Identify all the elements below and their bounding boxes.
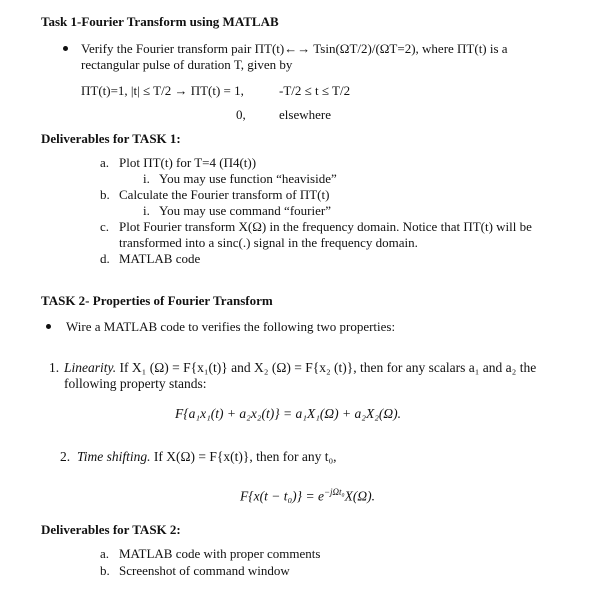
property-2 [77,449,337,465]
task1-item-c: Plot Fourier transform X(Ω) in the frequency domain. Notice that ΠT(t) will be [119,219,532,234]
task1-item-d-marker: d. [100,251,110,266]
bullet-icon [46,324,51,329]
task1-item-d: MATLAB code [119,251,201,266]
task1-item-b-marker: b. [100,187,110,202]
property-1-label: Linearity. [64,360,117,375]
bullet-icon [63,46,68,51]
time-shift-formula-right: X(Ω). [344,488,376,504]
task1-def-zero: 0, [236,107,246,122]
task1-item-b-i: You may use command “fourier” [159,203,331,218]
task2-deliverables-title: Deliverables for TASK 2: [41,522,181,537]
task1-def-left: ΠT(t)=1, |t| ≤ T/2 → ΠT(t) = 1, [81,83,244,98]
task1-item-a-marker: a. [100,155,110,170]
task1-deliverables-title: Deliverables for TASK 1: [41,131,181,146]
task1-bullet-line2: rectangular pulse of duration T, given by [81,57,293,72]
task2-item-a-marker: a. [100,546,110,561]
task1-def-cond1: -T/2 ≤ t ≤ T/2 [279,83,351,98]
task2-item-b-marker: b. [100,563,110,578]
task2-bullet: Wire a MATLAB code to verifies the following two properties: [66,319,396,334]
task1-item-a: Plot ΠT(t) for T=4 (Π4(t)) [119,155,257,170]
task1-bullet-line1: Verify the Fourier transform pair ΠT(t)←→ Tsin(ΩT/2)/(ΩT=2), where ΠT(t) is a [81,41,508,56]
linearity-formula: F{a₁x₁(t) + a₂x₂(t)} = a₁X₁(Ω) + a₂X₂(Ω). [175,406,402,421]
task1-item-b: Calculate the Fourier transform of ΠT(t) [119,187,330,202]
time-shift-formula [240,484,375,505]
property-1 [64,360,536,376]
task2-item-a: MATLAB code with proper comments [119,546,321,561]
task2-title: TASK 2- Properties of Fourier Transform [41,293,273,308]
task1-title: Task 1-Fourier Transform using MATLAB [41,14,279,29]
property-2-number: 2. [60,449,71,464]
property-1-text-cont: following property stands: [64,376,207,391]
property-1-number: 1. [49,360,60,375]
task1-item-c-marker: c. [100,219,110,234]
time-shift-formula-exponent: −jΩt₀ [323,487,345,497]
task1-item-b-i-marker: i. [143,203,150,218]
task2-item-b: Screenshot of command window [119,563,290,578]
property-1-text: If X₁ (Ω) = F{x₁(t)} and X₂ (Ω) = F{x₂ (t)}, then for any scalars a₁ and a₂ the [119,360,537,375]
task1-item-a-i-marker: i. [143,171,150,186]
task1-item-a-i: You may use function “heaviside” [159,171,337,186]
property-2-label: Time shifting. [77,449,151,464]
property-2-text: If X(Ω) = F{x(t)}, then for any t₀, [153,449,337,464]
time-shift-formula-left: F{x(t − t₀)} = e [240,488,324,504]
task1-item-c-cont: transformed into a sinc(.) signal in the frequency domain. [119,235,418,250]
task1-def-cond2: elsewhere [279,107,331,122]
